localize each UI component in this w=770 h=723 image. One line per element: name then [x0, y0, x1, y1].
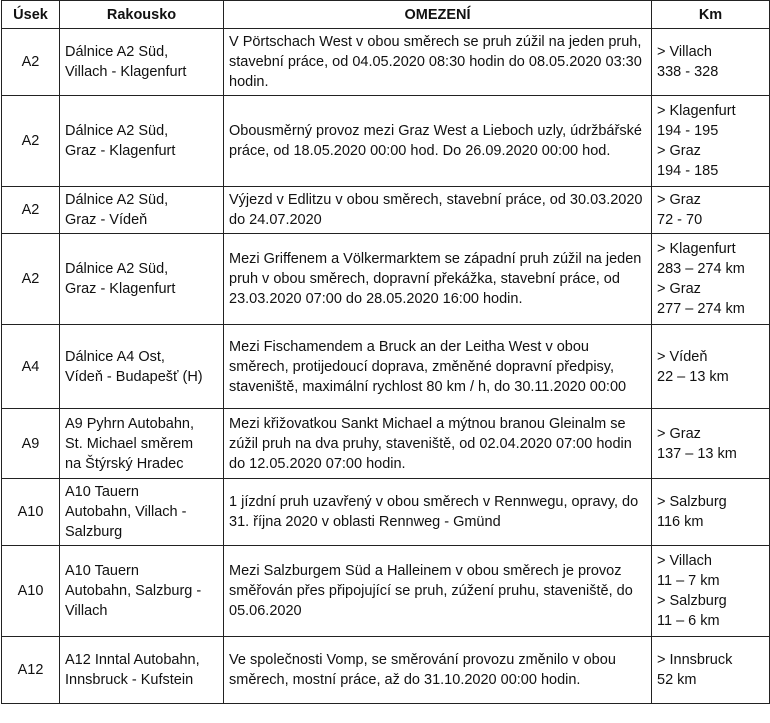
omezeni-text: Obousměrný provoz mezi Graz West a Lieboch uzly, údržbářské práce, od 18.05.2020 00:00 hod. Do 26.09.2020 00:00 hod. [229, 123, 642, 159]
rakousko-line: Vídeň - Budapešť (H) [65, 368, 203, 385]
cell-usek: A4 [2, 325, 60, 409]
rakousko-line: A9 Pyhrn Autobahn, [65, 415, 194, 432]
cell-omezeni [224, 234, 652, 325]
km-line: > Salzburg [657, 593, 727, 609]
cell-rakousko [60, 479, 224, 546]
omezeni-text: Mezi Salzburgem Süd a Halleinem v obou směrech je provoz směřován přes připojující se pruh, zúžení pruhu, staveniště, do 05.06.2020 [229, 563, 633, 619]
rakousko-line: A10 Tauern [65, 484, 139, 500]
rakousko-line: Graz - Klagenfurt [65, 281, 176, 297]
rakousko-line: Dálnice A2 Süd, [65, 192, 169, 208]
table-row [2, 479, 770, 546]
cell-rakousko [60, 29, 224, 96]
km-line: > Graz [657, 143, 701, 159]
cell-km [652, 96, 770, 187]
cell-km [652, 234, 770, 325]
cell-omezeni [224, 479, 652, 546]
cell-omezeni [224, 637, 652, 704]
cell-usek: A9 [2, 409, 60, 479]
table-row [2, 637, 770, 704]
table-row [2, 96, 770, 187]
cell-usek: A2 [2, 234, 60, 325]
rakousko-line: Dálnice A2 Süd, [65, 44, 169, 60]
cell-km [652, 546, 770, 637]
table-row [2, 546, 770, 637]
rakousko-line: Graz - Vídeň [65, 212, 148, 228]
km-line: 194 - 195 [657, 123, 719, 139]
km-line: > Villach [657, 553, 712, 569]
rakousko-line: Villach [65, 603, 108, 619]
header-km: Km [652, 1, 770, 29]
omezeni-text: V Pörtschach West v obou směrech se pruh zúžil na jeden pruh, stavební práce, od 04.05.2020 08:30 hodin do 08.05.2020 03:30 hodin. [229, 34, 642, 90]
km-line: > Salzburg [657, 494, 727, 510]
omezeni-text: Mezi Griffenem a Völkermarktem se západní pruh zúžil na jeden pruh v obou směrech, dopravní překážka, stavební práce, od 23.03.2020 07:00 do 28.05.2020 16:00 hodin. [229, 251, 642, 307]
cell-rakousko [60, 637, 224, 704]
cell-usek: A2 [2, 96, 60, 187]
km-line: > Innsbruck [657, 652, 733, 668]
cell-omezeni [224, 187, 652, 234]
cell-usek: A10 [2, 479, 60, 546]
km-line: > Klagenfurt [657, 103, 736, 119]
restrictions-table [1, 0, 770, 704]
table-header [2, 1, 770, 29]
cell-rakousko [60, 234, 224, 325]
cell-omezeni [224, 29, 652, 96]
table-row [2, 234, 770, 325]
km-line: 11 – 6 km [657, 613, 720, 629]
header-rakousko: Rakousko [60, 1, 224, 29]
cell-omezeni [224, 409, 652, 479]
header-row [2, 1, 770, 29]
header-omezeni: OMEZENÍ [224, 1, 652, 29]
cell-omezeni [224, 546, 652, 637]
rakousko-line: A10 Tauern [65, 563, 139, 579]
header-usek: Úsek [2, 1, 60, 29]
table-row [2, 29, 770, 96]
omezeni-text: Mezi křižovatkou Sankt Michael a mýtnou branou Gleinalm se zúžil pruh na dva pruhy, staveniště, od 02.04.2020 07:00 hodin do 12.05.2020 07:00 hodin. [229, 415, 632, 472]
rakousko-line: Dálnice A4 Ost, [65, 348, 165, 365]
km-line: 72 - 70 [657, 212, 703, 228]
table-row [2, 409, 770, 479]
table-row [2, 325, 770, 409]
km-line: 137 – 13 km [657, 445, 737, 462]
rakousko-line: na Štýrský Hradec [65, 455, 184, 472]
cell-rakousko [60, 409, 224, 479]
rakousko-line: A12 Inntal Autobahn, [65, 652, 200, 668]
km-line: > Klagenfurt [657, 241, 736, 257]
cell-km [652, 29, 770, 96]
cell-rakousko [60, 96, 224, 187]
cell-omezeni [224, 96, 652, 187]
cell-km [652, 325, 770, 409]
rakousko-line: Autobahn, Salzburg - [65, 583, 202, 599]
rakousko-line: Dálnice A2 Süd, [65, 261, 169, 277]
cell-usek: A12 [2, 637, 60, 704]
cell-usek: A10 [2, 546, 60, 637]
km-line: > Villach [657, 44, 712, 60]
km-line: > Graz [657, 192, 701, 208]
rakousko-line: Villach - Klagenfurt [65, 64, 187, 80]
rakousko-line: Autobahn, Villach - [65, 504, 187, 520]
km-line: 283 – 274 km [657, 261, 745, 277]
rakousko-line: St. Michael směrem [65, 435, 194, 452]
km-line: 52 km [657, 672, 697, 688]
cell-rakousko [60, 187, 224, 234]
rakousko-line: Salzburg [65, 524, 123, 540]
omezeni-text: 1 jízdní pruh uzavřený v obou směrech v Rennwegu, opravy, do 31. října 2020 v oblasti Rennweg - Gmünd [229, 494, 639, 530]
km-line: 11 – 7 km [657, 573, 720, 589]
cell-rakousko [60, 546, 224, 637]
rakousko-line: Dálnice A2 Süd, [65, 123, 169, 139]
cell-km [652, 479, 770, 546]
cell-usek: A2 [2, 187, 60, 234]
km-line: 194 - 185 [657, 163, 719, 179]
rakousko-line: Graz - Klagenfurt [65, 143, 176, 159]
km-line: > Vídeň [657, 348, 708, 365]
table-body [2, 29, 770, 704]
cell-rakousko [60, 325, 224, 409]
rakousko-line: Innsbruck - Kufstein [65, 672, 194, 688]
cell-km [652, 187, 770, 234]
omezeni-text: Ve společnosti Vomp, se směrování provozu změnilo v obou směrech, mostní práce, až do 31.10.2020 00:00 hodin. [229, 652, 616, 688]
table-row [2, 187, 770, 234]
km-line: > Graz [657, 281, 701, 297]
omezeni-text: Výjezd v Edlitzu v obou směrech, stavební práce, od 30.03.2020 do 24.07.2020 [229, 192, 643, 228]
km-line: 277 – 274 km [657, 301, 745, 317]
km-line: 116 km [657, 514, 704, 530]
cell-usek: A2 [2, 29, 60, 96]
omezeni-text: Mezi Fischamendem a Bruck an der Leitha West v obou směrech, protijedoucí doprava, změněné dopravní předpisy, staveniště, maximální rychlost 80 km / h, do 30.11.2020 00:00 [229, 338, 627, 395]
km-line: > Graz [657, 425, 701, 442]
km-line: 338 - 328 [657, 64, 719, 80]
km-line: 22 – 13 km [657, 368, 729, 385]
cell-km [652, 637, 770, 704]
cell-omezeni [224, 325, 652, 409]
cell-km [652, 409, 770, 479]
